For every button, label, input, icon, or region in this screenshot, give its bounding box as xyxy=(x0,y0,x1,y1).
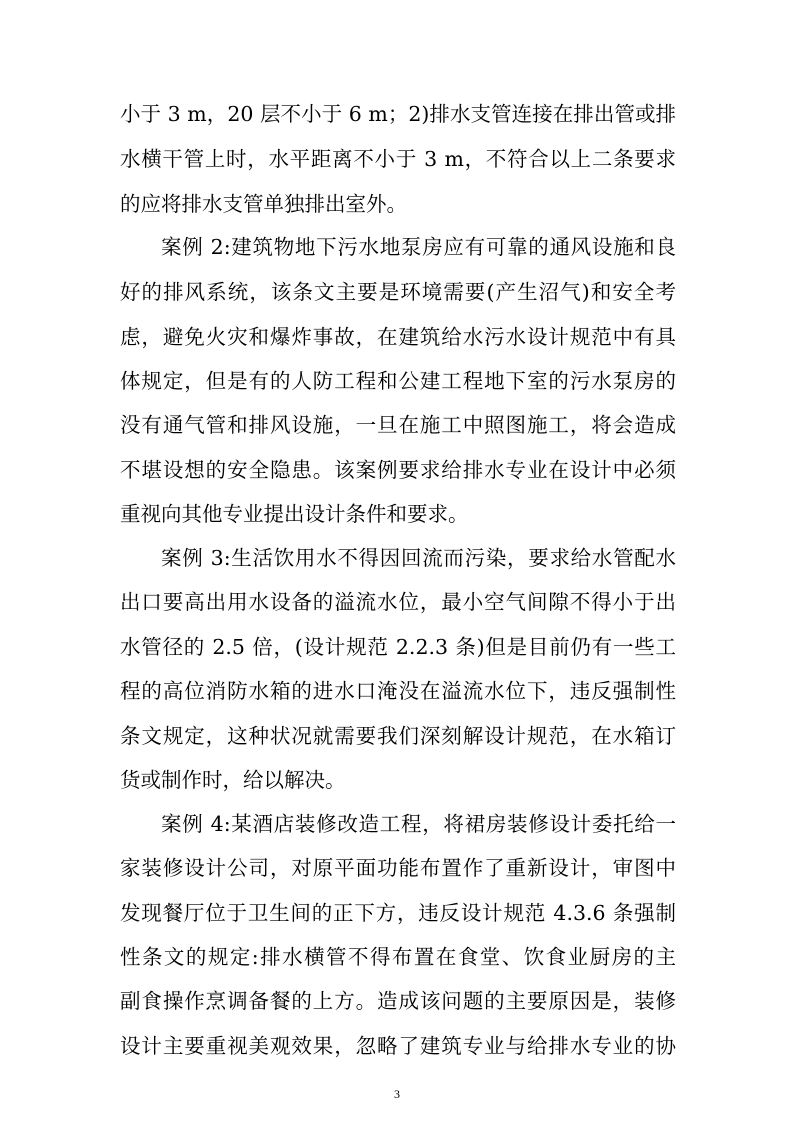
paragraph-4-line-5: 副食操作烹调备餐的上方。造成该问题的主要原因是，装修 xyxy=(120,989,676,1013)
paragraph-4-line-6: 设计主要重视美观效果，忽略了建筑专业与给排水专业的协 xyxy=(120,1034,676,1058)
paragraph-3-line-1: 案例 3:生活饮用水不得因回流而污染，要求给水管配水 xyxy=(161,546,676,570)
paragraph-1-line-3: 的应将排水支管单独排出室外。 xyxy=(120,192,407,216)
page-number: 3 xyxy=(394,1087,400,1101)
paragraph-2-line-1: 案例 2:建筑物地下污水地泵房应有可靠的通风设施和良 xyxy=(161,235,676,259)
paragraph-2-line-4: 体规定，但是有的人防工程和公建工程地下室的污水泵房的 xyxy=(120,369,676,393)
paragraph-2-line-2: 好的排风系统，该条文主要是环境需要(产生沼气)和安全考 xyxy=(120,280,676,304)
paragraph-1-line-2: 水横干管上时，水平距离不小于 3 m，不符合以上二条要求 xyxy=(120,147,676,171)
paragraph-2-line-5: 没有通气管和排风设施，一旦在施工中照图施工，将会造成 xyxy=(120,413,676,437)
paragraph-4-line-1: 案例 4:某酒店装修改造工程，将裙房装修设计委托给一 xyxy=(161,812,676,836)
paragraph-4-line-4: 性条文的规定:排水横管不得布置在食堂、饮食业厨房的主 xyxy=(120,945,676,969)
paragraph-3-line-3: 水管径的 2.5 倍，(设计规范 2.2.3 条)但是目前仍有一些工 xyxy=(120,635,676,659)
paragraph-3-line-2: 出口要高出用水设备的溢流水位，最小空气间隙不得小于出 xyxy=(120,590,676,614)
paragraph-4-line-2: 家装修设计公司，对原平面功能布置作了重新设计，审图中 xyxy=(120,856,676,880)
paragraph-2-line-7: 重视向其他专业提出设计条件和要求。 xyxy=(120,502,469,526)
paragraph-3-line-6: 货或制作时，给以解决。 xyxy=(120,768,346,792)
paragraph-1-line-1: 小于 3 m，20 层不小于 6 m；2)排水支管连接在排出管或排 xyxy=(120,102,676,126)
paragraph-3-line-5: 条文规定，这种状况就需要我们深刻解设计规范，在水箱订 xyxy=(120,724,676,748)
paragraph-2-line-6: 不堪设想的安全隐患。该案例要求给排水专业在设计中必须 xyxy=(120,458,676,482)
paragraph-3-line-4: 程的高位消防水箱的进水口淹没在溢流水位下，违反强制性 xyxy=(120,679,676,703)
paragraph-2-line-3: 虑，避免火灾和爆炸事故，在建筑给水污水设计规范中有具 xyxy=(120,325,676,349)
paragraph-4-line-3: 发现餐厅位于卫生间的正下方，违反设计规范 4.3.6 条强制 xyxy=(120,901,676,925)
